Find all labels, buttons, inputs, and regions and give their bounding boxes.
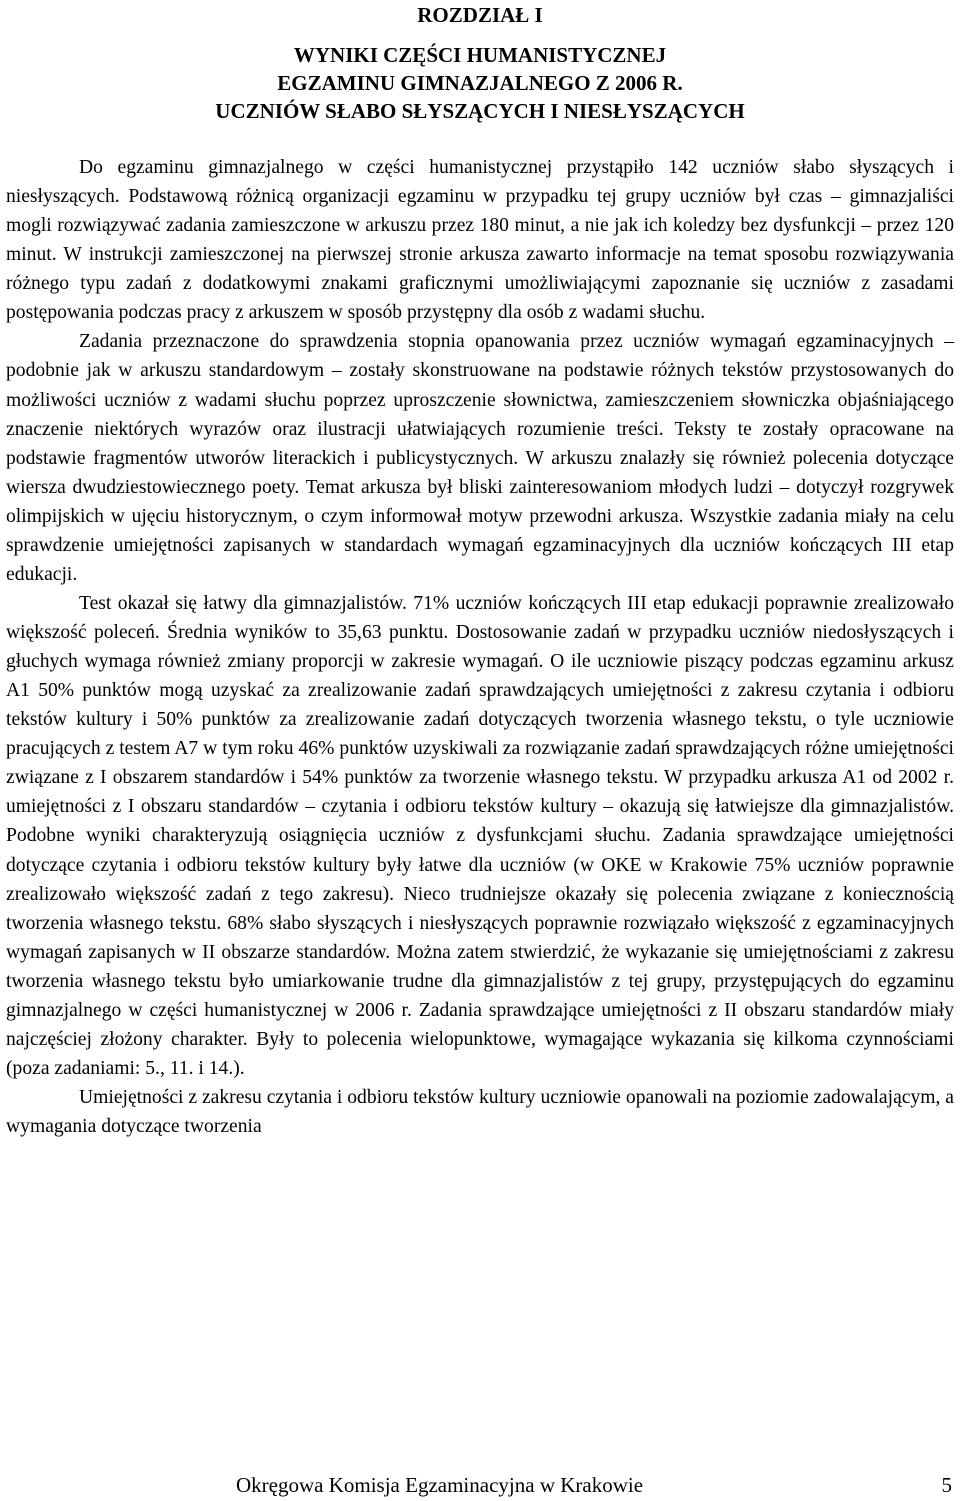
paragraph-2: Zadania przeznaczone do sprawdzenia stopnia opanowania przez uczniów wymagań egzaminacyjnych – podobnie jak w arkuszu standardowym – zostały skonstruowane na podstawie różnych tekstów przystosowanych do możliwości uczniów z wadami słuchu poprzez uproszczenie słownictwa, zamieszczeniem słowniczka objaśniającego znaczenie niektórych wyrazów oraz ilustracji ułatwiających rozumienie treści. Teksty te zostały opracowane na podstawie fragmentów utworów literackich i publicystycznych. W arkuszu znalazły się również polecenia dotyczące wiersza dwudziestowiecznego poety. Temat arkusza był bliski zainteresowaniom młodych ludzi – dotyczył rozgrywek olimpijskich w ujęciu historycznym, o czym informował motyw przewodni arkusza. Wszystkie zadania miały na celu sprawdzenie umiejętności zapisanych w standardach wymagań egzaminacyjnych dla uczniów kończących III etap edukacji. [6,331,954,585]
heading-line-2: EGZAMINU GIMNAZJALNEGO Z 2006 R. [277,71,683,95]
page-number: 5 [941,1473,952,1497]
paragraph-3: Test okazał się łatwy dla gimnazjalistów. 71% uczniów kończących III etap edukacji poprawnie zrealizowało większość poleceń. Średnia wyników to 35,63 punktu. Dostosowanie zadań w przypadku uczniów niedosłyszących i głuchych wymaga również zmiany proporcji w zakresie wymagań. O ile uczniowie piszący podczas egzaminu arkusz A1 50% punktów mogą uzyskać za zrealizowanie zadań sprawdzających umiejętności z zakresu czytania i odbioru tekstów kultury i 50% punktów za zrealizowanie zadań dotyczących tworzenia własnego tekstu, o tyle uczniowie pracujących z testem A7 w tym roku 46% punktów uzyskiwali za rozwiązanie zadań sprawdzających różne umiejętności związane z I obszarem standardów i 54% punktów za tworzenie własnego tekstu. W przypadku arkusza A1 od 2002 r. umiejętności z I obszaru standardów – czytania i odbioru tekstów kultury – okazują się łatwiejsze dla gimnazjalistów. Podobne wyniki charakteryzują osiągnięcia uczniów z dysfunkcjami słuchu. Zadania sprawdzające umiejętności dotyczące czytania i odbioru tekstów kultury były łatwe dla uczniów (w OKE w Krakowie 75% uczniów poprawnie zrealizowało większość zadań z tego zakresu). Nieco trudniejsze okazały się polecenia związane z koniecznością tworzenia własnego tekstu. 68% słabo słyszących i niesłyszących poprawnie rozwiązało większość z egzaminacyjnych wymagań zapisanych w II obszarze standardów. Można zatem stwierdzić, że wykazanie się umiejętnościami z zakresu tworzenia własnego tekstu było umiarkowanie trudne dla gimnazjalistów z tej grupy, przystępujących do egzaminu gimnazjalnego w części humanistycznej w 2006 r. Zadania sprawdzające umiejętności z II obszaru standardów miały najczęściej złożony charakter. Były to polecenia wielopunktowe, wymagające wykazania się kilkoma czynnościami (poza zadaniami: 5., 11. i 14.). [6,592,954,1079]
section-heading [0,41,960,125]
heading-line-1: WYNIKI CZĘŚCI HUMANISTYCZNEJ [293,43,667,67]
chapter-title: ROZDZIAŁ I [417,3,543,27]
paragraph-1: Do egzaminu gimnazjalnego w części humanistycznej przystąpiło 142 uczniów słabo słyszących i niesłyszących. Podstawową różnicą organizacji egzaminu w przypadku tej grupy uczniów był czas – gimnazjaliści mogli rozwiązywać zadania zamieszczone w arkuszu przez 180 minut, a nie jak ich koledzy bez dysfunkcji – przez 120 minut. W instrukcji zamieszczonej na pierwszej stronie arkusza zawarto informacje na temat sposobu rozwiązywania różnego typu zadań z dodatkowymi znakami graficznymi umożliwiającymi zapoznanie się uczniów z zasadami postępowania podczas pracy z arkuszem w sposób przystępny dla osób z wadami słuchu. [6,157,954,324]
heading-line-3: UCZNIÓW SŁABO SŁYSZĄCYCH I NIESŁYSZĄCYCH [215,99,745,123]
body-text [6,153,954,1141]
page-footer [0,1472,960,1498]
paragraph-4: Umiejętności z zakresu czytania i odbioru tekstów kultury uczniowie opanowali na poziomie zadowalającym, a wymagania dotyczące tworzenia [6,1087,954,1138]
footer-organization: Okręgowa Komisja Egzaminacyjna w Krakowie [236,1473,644,1497]
